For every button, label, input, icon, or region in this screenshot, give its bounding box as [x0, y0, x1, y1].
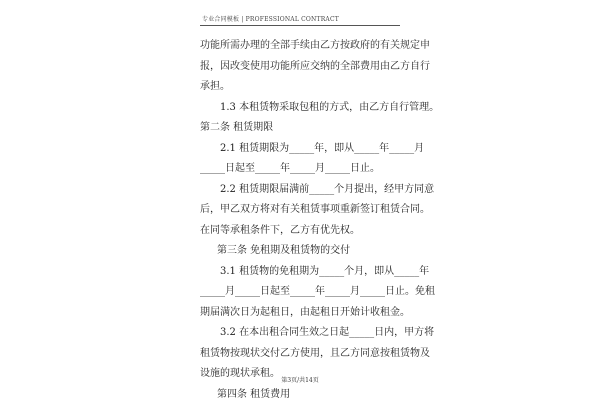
paragraph-line: _____月_____日起至_____年_____月_____日止。免租 — [200, 282, 410, 303]
page-header: 专业合同模板 | PROFESSIONAL CONTRACT — [202, 14, 400, 23]
article-heading-2: 第二条 租赁期限 — [200, 118, 410, 139]
clause-1-3: 1.3 本租赁物采取包租的方式，由乙方自行管理。 — [200, 98, 410, 119]
paragraph-line: 报，因改变使用功能所应交纳的全部费用由乙方自行 — [200, 57, 410, 78]
article-heading-4: 第四条 租赁费用 — [200, 385, 410, 405]
clause-2-1: 2.1 租赁期限为_____年，即从_____年_____月 — [200, 139, 410, 160]
paragraph-line: 期届满次日为起租日，由起租日开始计收租金。 — [200, 303, 410, 324]
clause-3-2: 3.2 在本出租合同生效之日起_____日内，甲方将 — [200, 323, 410, 344]
paragraph-line: 在同等承租条件下，乙方有优先权。 — [200, 221, 410, 242]
paragraph-line: 设施的现状承租。 — [200, 364, 410, 385]
page-number: 第3页/共14页 — [0, 375, 600, 384]
header-divider — [200, 25, 400, 26]
article-heading-3: 第三条 免租期及租赁物的交付 — [200, 241, 410, 262]
clause-3-1: 3.1 租赁物的免租期为_____个月，即从_____年 — [200, 262, 410, 283]
paragraph-line: _____日起至_____年_____月_____日止。 — [200, 159, 410, 180]
clause-2-2: 2.2 租赁期限届满前_____个月提出，经甲方同意 — [200, 180, 410, 201]
paragraph-line: 功能所需办理的全部手续由乙方按政府的有关规定申 — [200, 36, 410, 57]
paragraph-line: 租赁物按现状交付乙方使用，且乙方同意按租赁物及 — [200, 344, 410, 365]
paragraph-line: 后，甲乙双方将对有关租赁事项重新签订租赁合同。 — [200, 200, 410, 221]
paragraph-line: 承担。 — [200, 77, 410, 98]
document-body — [200, 36, 410, 405]
